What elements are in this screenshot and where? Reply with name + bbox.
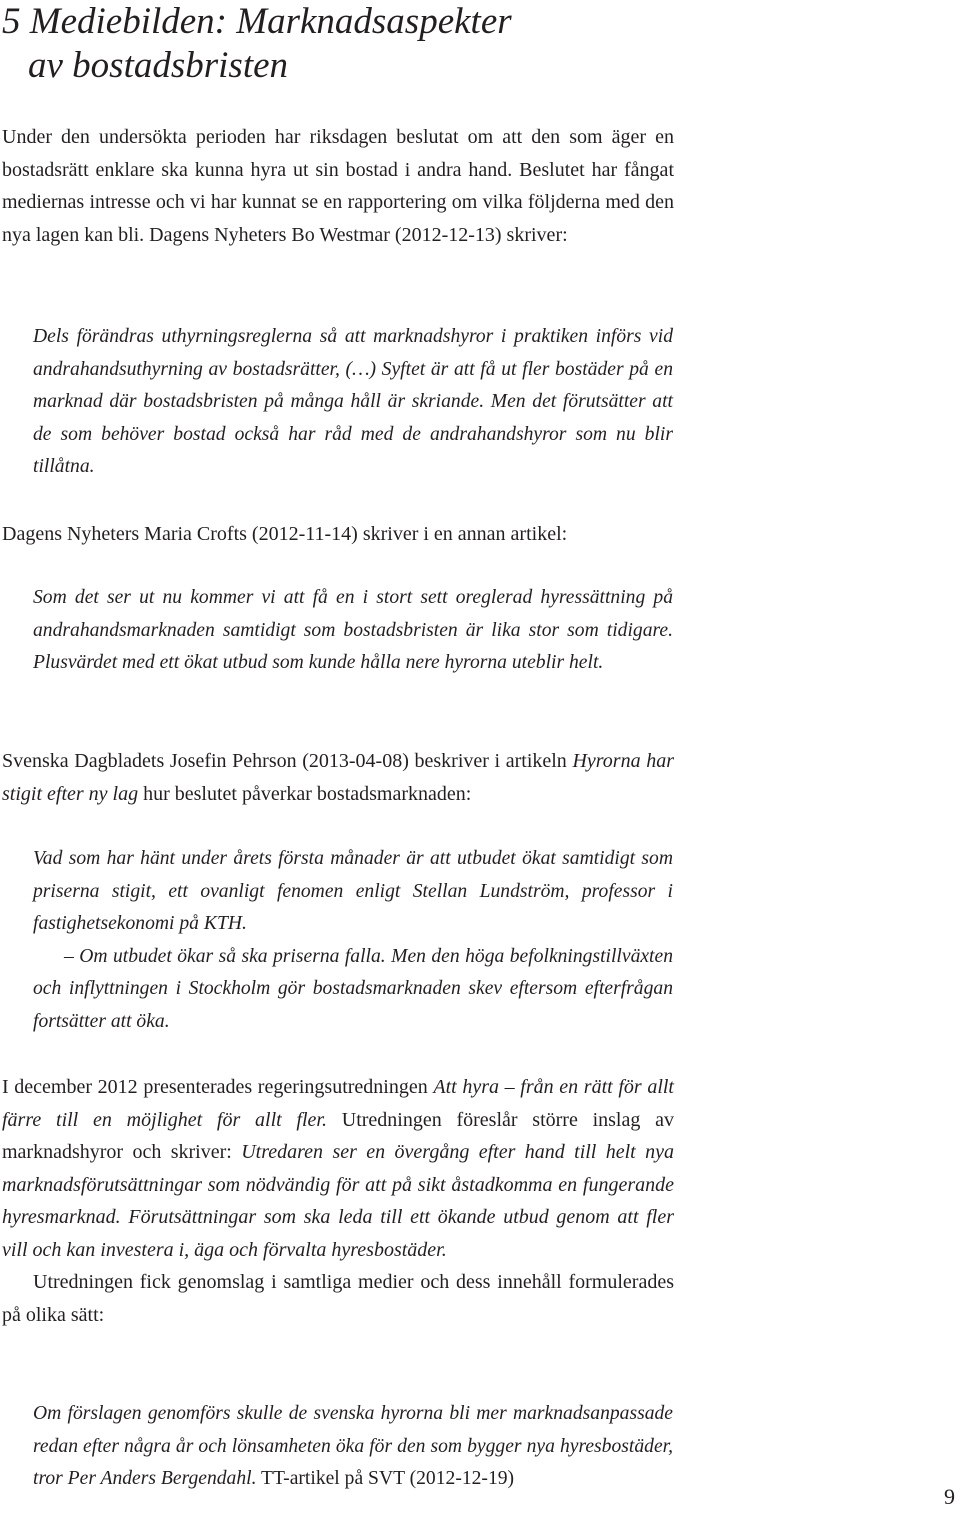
utredning-text-middle: Utredningen föreslår större inslag av marknadshyror och skriver: — [2, 1108, 674, 1163]
quote-svd-p2: – Om utbudet ökar så ska priserna falla. Men den höga befolkningstillväxten och inflyttningen i Stockholm gör bostadsmarknaden skev eftersom efterfrågan fortsätter att öka. — [33, 945, 673, 1032]
quote-tt-source: TT-artikel på SVT (2012-12-19) — [256, 1468, 515, 1489]
utredning-p2: Utredningen fick genomslag i samtliga medier och dess innehåll formulerades på olika sätt: — [2, 1271, 674, 1326]
paragraph-svd-pehrson — [2, 745, 674, 810]
quote-dn-crofts: Som det ser ut nu kommer vi att få en i stort sett oreglerad hyressättning på andrahandsmarknaden samtidigt som bostadsbristen är lika stor som tidigare. Plusvärdet med ett ökat utbud som kunde hålla nere hyrorna uteblir helt. — [33, 587, 673, 673]
article-title: Hyrorna har stigit efter ny lag — [2, 750, 674, 805]
paragraph-svd-text-before: Svenska Dagbladets Josefin Pehrson (2013-04-08) beskriver i artikeln — [2, 750, 573, 772]
quote-svd-p1: Vad som har hänt under årets första månader är att utbudet ökat samtidigt som priserna stigit, ett ovanligt fenomen enligt Stellan Lundström, professor i fastighetsekonomi på KTH. — [33, 848, 673, 934]
paragraph-utredning — [2, 1071, 674, 1331]
paragraph-intro: Under den undersökta perioden har riksdagen beslutat om att den som äger en bostadsrätt enklare ska kunna hyra ut sin bostad i andra hand. Beslutet har fångat mediernas intresse och vi har kunnat se en rapportering om vilka följderna med den nya lagen kan bli. Dagens Nyheters Bo Westmar (2012-12-13) skriver: — [2, 126, 674, 246]
paragraph-svd-text-after: hur beslutet påverkar bostadsmarknaden: — [138, 782, 472, 805]
chapter-heading-line1: 5 Mediebilden: Marknadsaspekter — [2, 1, 512, 42]
utredning-text-before: I december 2012 presenterades regeringsutredningen — [2, 1076, 434, 1098]
utredning-quote: Utredaren ser en övergång efter hand till helt nya marknadsförutsättningar som nödvändig för att på sikt åstadkomma en fungerande hyresmarknad. Förutsättningar som ska leda till ett ökande utbud genom att fler vill och kan investera i, äga och förvalta hyresbostäder. — [2, 1141, 675, 1261]
chapter-heading — [2, 0, 662, 88]
quote-dn-westmar: Dels förändras uthyrningsreglerna så att marknadshyror i praktiken införs vid andrahandsuthyrning av bostadsrätter, (…) Syftet är att få ut fler bostäder på en marknad där bostadsbristen på många håll är skriande. Men det förutsätter att de som behöver bostad också har råd med de andrahandshyror som nu blir tillåtna. — [33, 326, 673, 477]
paragraph-dn-crofts: Dagens Nyheters Maria Crofts (2012-11-14) skriver i en annan artikel: — [2, 523, 568, 545]
utredning-title: Att hyra – från en rätt för allt färre till en möjlighet för allt fler. — [2, 1076, 674, 1131]
chapter-heading-line2: av bostadsbristen — [28, 45, 289, 86]
page-number: 9 — [944, 1484, 955, 1509]
quote-tt-svt — [33, 1398, 673, 1496]
quote-svd-pehrson — [33, 843, 673, 1038]
quote-tt-italic: Om förslagen genomförs skulle de svenska hyrorna bli mer marknadsanpassade redan efter några år och lönsamheten öka för den som bygger nya hyresbostäder, tror Per Anders Bergendahl. — [33, 1403, 673, 1489]
